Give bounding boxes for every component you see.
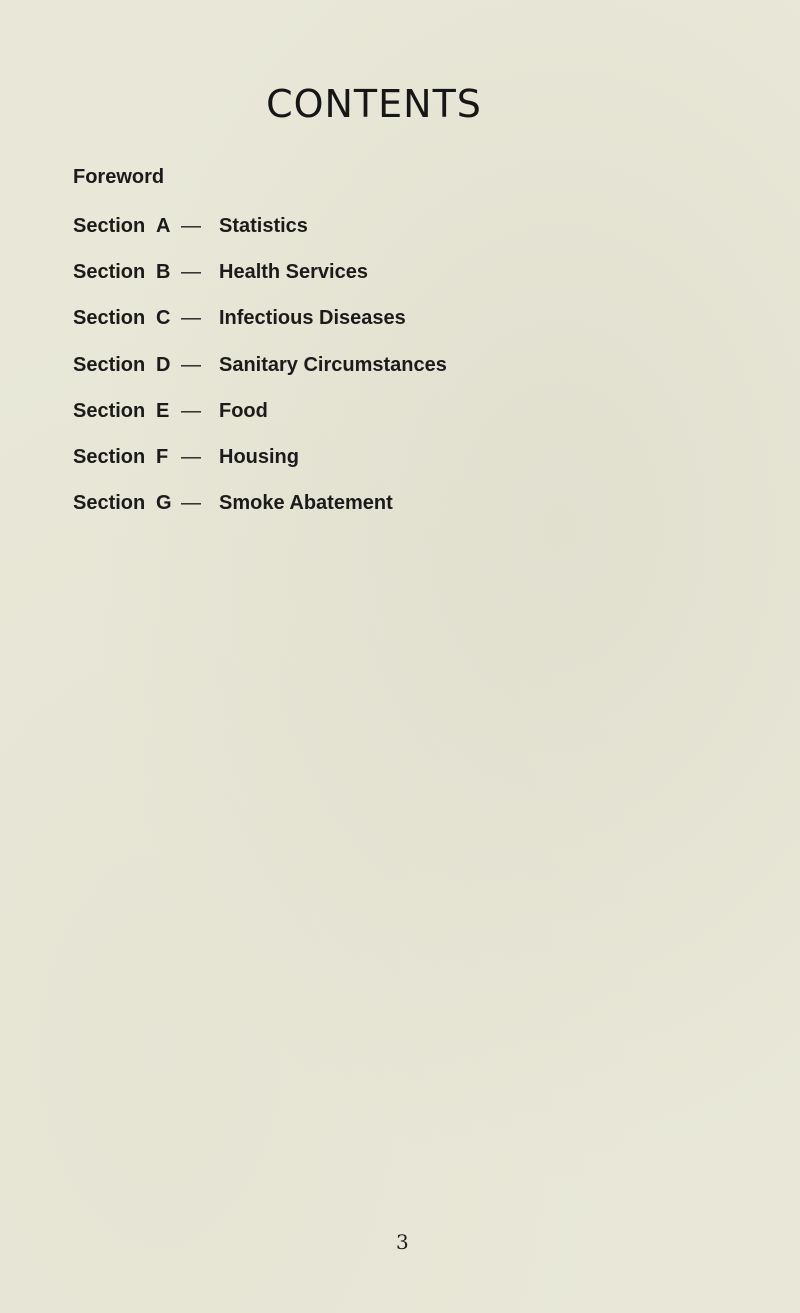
section-word: Section — [73, 445, 146, 468]
section-letter: G — [156, 492, 172, 515]
section-title: Sanitary Circumstances — [219, 353, 447, 376]
section-dash: — — [181, 353, 201, 376]
page-title: CONTENTS — [266, 82, 482, 126]
section-word: Section — [73, 399, 146, 422]
section-word: Section — [73, 492, 146, 515]
section-letter: A — [156, 215, 171, 237]
section-letter: F — [156, 445, 169, 468]
section-letter: D — [156, 353, 171, 376]
table-of-contents — [73, 215, 447, 538]
section-dash: — — [181, 445, 201, 468]
section-word: Section — [73, 353, 146, 376]
page-number: 3 — [396, 1230, 409, 1254]
section-title: Statistics — [219, 215, 308, 237]
toc-entry-section-c — [73, 307, 447, 353]
section-title: Infectious Diseases — [219, 307, 406, 330]
toc-entry-section-g — [73, 492, 447, 538]
section-dash: — — [181, 492, 201, 515]
section-dash: — — [181, 215, 201, 237]
section-word: Section — [73, 307, 146, 330]
section-dash: — — [181, 307, 201, 330]
toc-entry-section-b — [73, 261, 447, 307]
section-title: Health Services — [219, 261, 368, 284]
section-letter: B — [156, 261, 171, 284]
section-letter: C — [156, 307, 171, 330]
section-word: Section — [73, 215, 146, 237]
section-title: Housing — [219, 445, 299, 468]
toc-entry-section-a — [73, 215, 447, 261]
toc-foreword: Foreword — [73, 166, 165, 188]
section-title: Smoke Abatement — [219, 492, 393, 515]
section-word: Section — [73, 261, 146, 284]
toc-entry-section-f — [73, 446, 447, 492]
section-dash: — — [181, 399, 201, 422]
section-dash: — — [181, 261, 201, 284]
section-letter: E — [156, 399, 170, 422]
section-title: Food — [219, 399, 268, 422]
toc-entry-section-e — [73, 400, 447, 446]
toc-entry-section-d — [73, 354, 447, 400]
